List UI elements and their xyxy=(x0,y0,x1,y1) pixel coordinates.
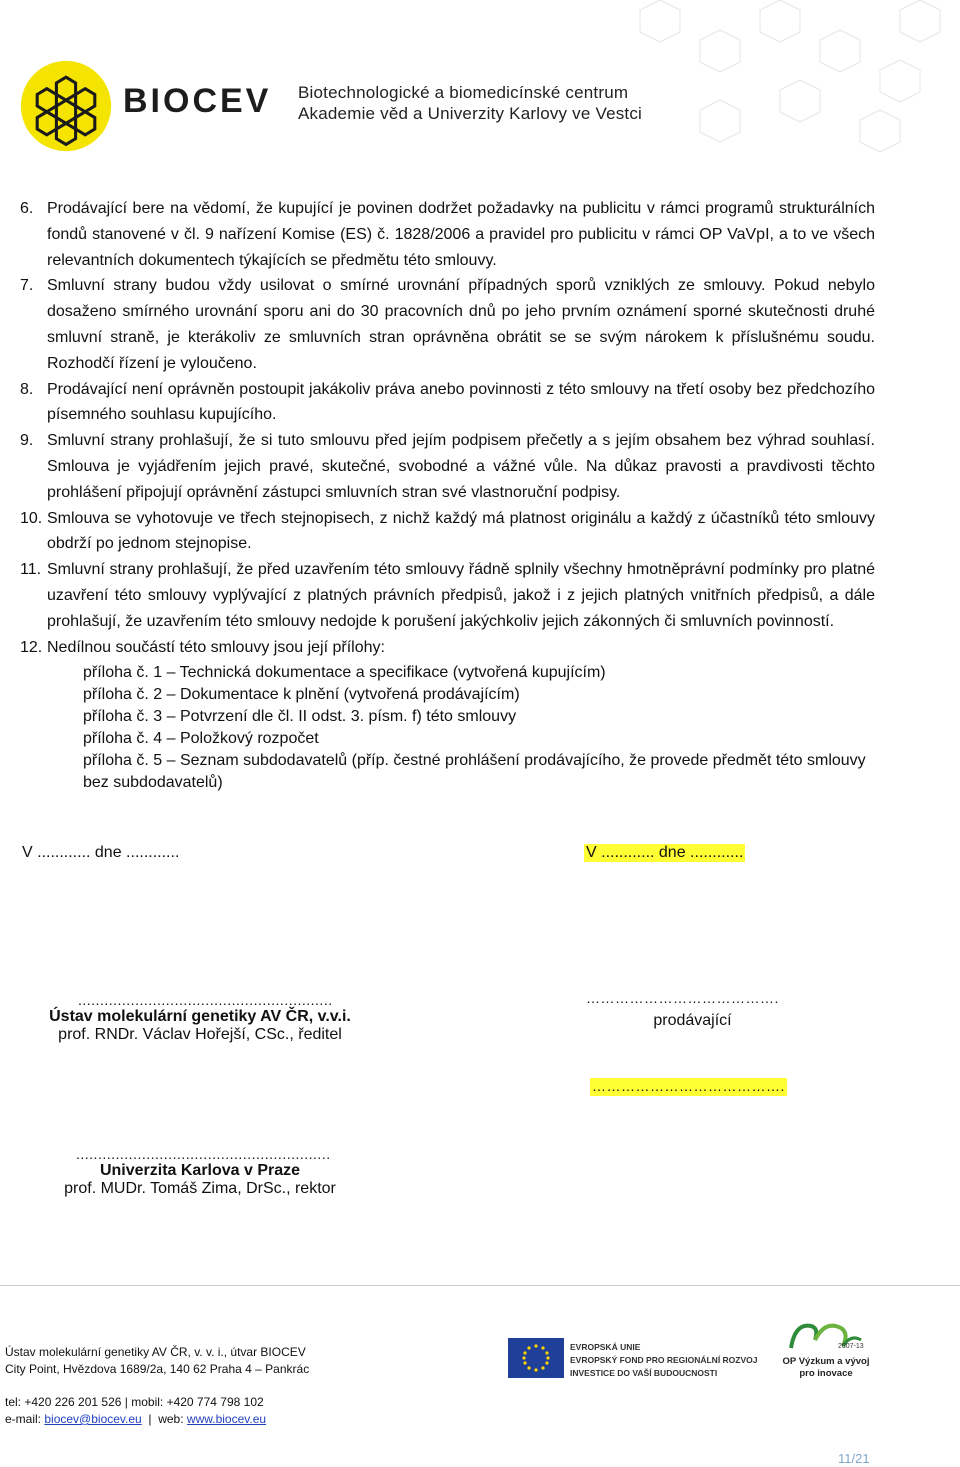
clause-text: Smlouva se vyhotovuje ve třech stejnopisech, z nichž každý má platnost originálu a každý z účastníků této smlouvy obdrží po jednom stejnopise. xyxy=(47,509,875,553)
clause-11 xyxy=(20,557,875,634)
op-vavpi-logo-icon xyxy=(785,1318,865,1358)
annex-item: příloha č. 3 – Potvrzení dle čl. II odst. 3. písm. f) této smlouvy xyxy=(83,708,517,726)
eu-text xyxy=(570,1341,758,1380)
footer-street: City Point, Hvězdova 1689/2a, 140 62 Praha 4 – Pankrác xyxy=(5,1362,310,1376)
footer-org: Ústav molekulární genetiky AV ČR, v. v. i., útvar BIOCEV xyxy=(5,1345,306,1359)
clause-text: Prodávající bere na vědomí, že kupující je povinen dodržet požadavky na publicitu v rámci programů strukturálních fondů stanovené v čl. 9 nařízení Komise (ES) č. 1828/2006 a pravidel pro publicitu v rámci OP VaVpI, a to ve všech relevantních dokumentech týkajících se předmětu této smlouvy. xyxy=(47,200,875,269)
clause-number: 6. xyxy=(20,200,34,217)
signature-line: …………………………………. xyxy=(586,990,779,1006)
signatory-organization: Univerzita Karlova v Praze xyxy=(99,1162,301,1179)
op-line1: OP Výzkum a vývoj xyxy=(782,1356,870,1367)
footer-address xyxy=(5,1344,309,1378)
signature-line: .......................................................... xyxy=(76,1146,331,1162)
clause-number: 12. xyxy=(20,638,43,656)
email-link[interactable]: biocev@biocev.eu xyxy=(44,1412,142,1426)
clause-number: 7. xyxy=(20,277,34,295)
email-label: e-mail: xyxy=(5,1412,42,1426)
clause-number: 10. xyxy=(20,509,43,527)
eu-flag-icon xyxy=(508,1338,564,1378)
signatory-person: prof. RNDr. Václav Hořejší, CSc., ředitel xyxy=(58,1026,342,1043)
clause-number: 11. xyxy=(20,561,42,579)
contract-clauses xyxy=(20,196,875,794)
annex-item: příloha č. 1 – Technická dokumentace a specifikace (vytvořená kupujícím) xyxy=(83,664,606,682)
signatory-person: prof. MUDr. Tomáš Zima, DrSc., rektor xyxy=(64,1180,336,1197)
footer-contacts xyxy=(5,1394,266,1428)
clause-number: 9. xyxy=(20,432,34,450)
signature-block-seller xyxy=(580,990,805,1030)
signature-block-umg xyxy=(40,992,360,1044)
eu-fund-label: EVROPSKÝ FOND PRO REGIONÁLNÍ ROZVOJ xyxy=(570,1355,758,1365)
web-label: web: xyxy=(158,1412,184,1426)
clause-text: Smluvní strany prohlašují, že před uzavřením této smlouvy řádně splnily všechny hmotněprávní podmínky pro platné uzavření této smlouvy vyplývající z platných právních předpisů, jakož i z jejich platných vnitřních předpisů, a dále prohlašují, že uzavřením této smlouvy nedojde k porušení jakýchkoliv jejich zákonných či smluvních povinností. xyxy=(47,561,875,630)
signatory-organization: Ústav molekulární genetiky AV ČR, v.v.i. xyxy=(49,1008,351,1025)
eu-union-label: EVROPSKÁ UNIE xyxy=(570,1342,641,1352)
clause-10 xyxy=(20,506,875,558)
annex-item: příloha č. 2 – Dokumentace k plnění (vytvořená prodávajícím) xyxy=(83,686,520,704)
annex-item: příloha č. 5 – Seznam subdodavatelů (příp. čestné prohlášení prodávajícího, že provede předmět této smlouvy xyxy=(83,752,866,770)
web-link[interactable]: www.biocev.eu xyxy=(186,1412,267,1426)
clause-text: Smluvní strany budou vždy usilovat o smírné urovnání případných sporů vzniklých ze smlouvy. Pokud nebylo dosaženo smírného urovnání sporu ani do 30 pracovních dnů po jeho prvním oznámení sporné skutečnosti druhé smluvní straně, je kterákoliv ze smluvních stran oprávněna obrátit se se svým nárokem k příslušnému soudu. Rozhodčí řízení je vyloučeno. xyxy=(47,277,875,372)
signature-line: …………………………………. xyxy=(592,1078,785,1094)
footer-divider xyxy=(0,1285,960,1286)
op-line2: pro inovace xyxy=(799,1368,853,1379)
clause-text: Prodávající není oprávněn postoupit jakákoliv práva anebo povinnosti z této smlouvy na třetí osoby bez předchozího písemného souhlasu kupujícího. xyxy=(47,380,875,424)
header-subtitle-line1: Biotechnologické a biomedicínské centrum xyxy=(298,83,629,102)
place-date-right: V ............ dne ............ xyxy=(586,844,744,861)
op-text xyxy=(782,1356,870,1380)
clause-text: Nedílnou součástí této smlouvy jsou její přílohy: xyxy=(47,638,385,656)
biocev-wordmark: BIOCEV xyxy=(123,82,272,120)
signature-line-seller-highlighted xyxy=(590,1078,787,1096)
page-number: 11/21 xyxy=(838,1451,870,1466)
signatory-role: prodávající xyxy=(653,1012,732,1029)
clause-9 xyxy=(20,428,875,505)
eu-investment-label: INVESTICE DO VAŠÍ BUDOUCNOSTI xyxy=(570,1368,718,1378)
clause-text: Smluvní strany prohlašují, že si tuto smlouvu před jejím podpisem přečetly a s jejím obsahem bez výhrad souhlasí. Smlouva je vyjádřením jejich pravé, skutečné, svobodné a vážné vůle. Na důkaz pravosti a pravdivosti těchto prohlášení připojují oprávnění zástupci smluvních stran své vlastnoruční podpisy. xyxy=(47,432,875,501)
clause-7 xyxy=(20,273,875,376)
signature-block-uk xyxy=(40,1146,360,1198)
op-years: 2007-13 xyxy=(838,1343,864,1350)
annex-list xyxy=(83,662,875,794)
place-date-left: V ............ dne ............ xyxy=(22,844,180,861)
biocev-logo-icon xyxy=(18,58,114,154)
clause-12 xyxy=(20,635,875,661)
footer-phone: tel: +420 226 201 526 | mobil: +420 774 798 102 xyxy=(5,1395,264,1409)
footer-email-web xyxy=(5,1411,266,1428)
clause-8 xyxy=(20,377,875,429)
clause-number: 8. xyxy=(20,380,34,398)
annex-item: bez subdodavatelů) xyxy=(83,774,223,792)
header-subtitle-line2: Akademie věd a Univerzity Karlovy ve Vestci xyxy=(298,104,643,123)
annex-item: příloha č. 4 – Položkový rozpočet xyxy=(83,730,319,748)
separator: | xyxy=(145,1412,155,1426)
clause-6 xyxy=(20,196,875,273)
signature-line: .......................................................... xyxy=(78,992,333,1008)
